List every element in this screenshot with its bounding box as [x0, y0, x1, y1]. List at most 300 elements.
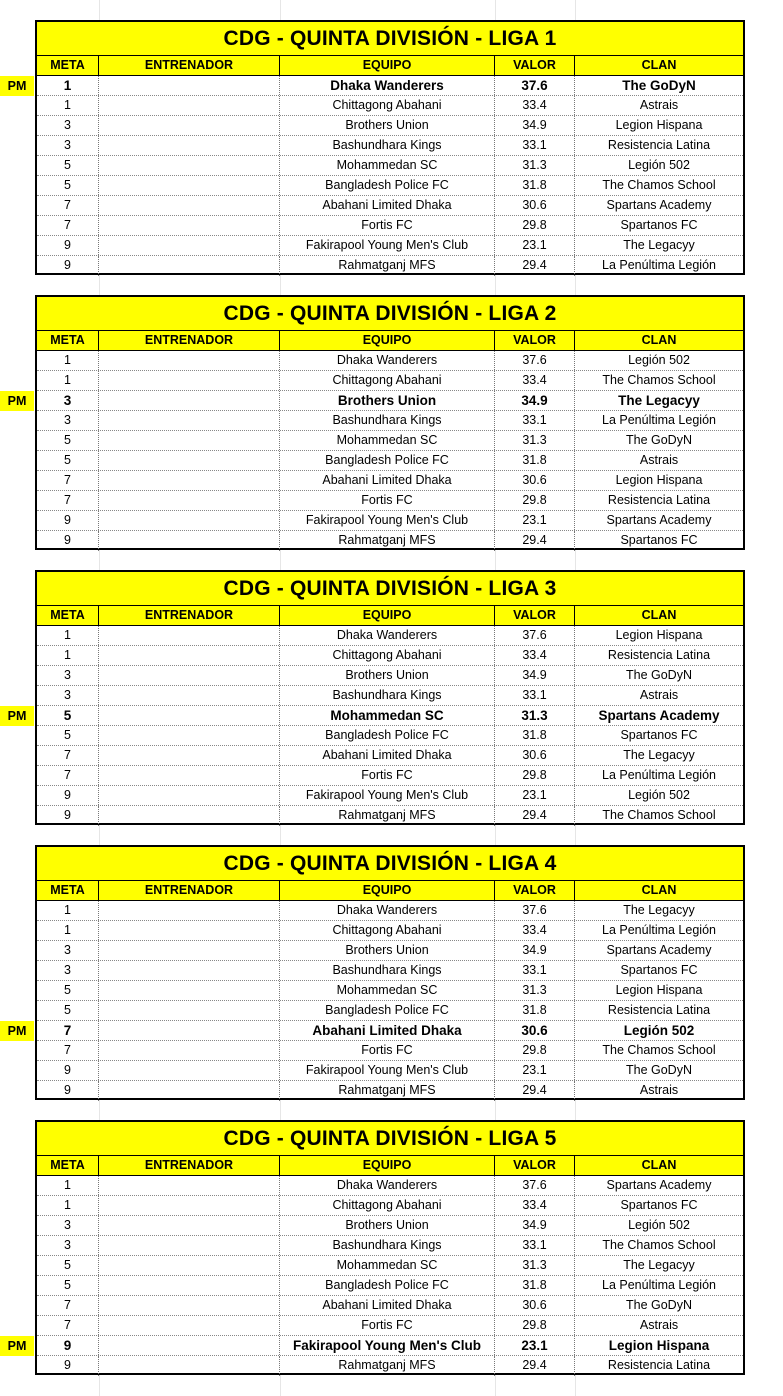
- cell-meta[interactable]: 9: [37, 256, 99, 276]
- cell-team[interactable]: Chittagong Abahani: [280, 96, 495, 115]
- cell-clan[interactable]: Resistencia Latina: [607, 648, 711, 662]
- cell-coach[interactable]: [99, 391, 280, 410]
- cell-meta[interactable]: 5: [37, 156, 99, 175]
- cell-coach[interactable]: [99, 961, 280, 980]
- cell-coach[interactable]: [99, 1021, 280, 1040]
- cell-value[interactable]: 33.4: [495, 921, 575, 940]
- cell-clan[interactable]: Spartans Academy: [598, 708, 720, 723]
- cell-clan[interactable]: La Penúltima Legión: [602, 413, 716, 427]
- cell-team[interactable]: Fakirapool Young Men's Club: [280, 1336, 495, 1355]
- cell-coach[interactable]: [99, 1356, 280, 1376]
- cell-team[interactable]: Dhaka Wanderers: [280, 76, 495, 95]
- cell-meta[interactable]: 5: [37, 726, 99, 745]
- cell-value[interactable]: 31.8: [495, 451, 575, 470]
- cell-value[interactable]: 23.1: [495, 786, 575, 805]
- column-header-value: VALOR: [495, 331, 575, 350]
- cell-value[interactable]: 37.6: [495, 351, 575, 370]
- cell-coach[interactable]: [99, 1256, 280, 1275]
- cell-value[interactable]: 37.6: [495, 901, 575, 920]
- cell-team[interactable]: Abahani Limited Dhaka: [280, 196, 495, 215]
- cell-clan[interactable]: Spartans Academy: [606, 513, 712, 527]
- cell-clan[interactable]: Legión 502: [623, 1023, 695, 1038]
- cell-meta[interactable]: 1: [37, 646, 99, 665]
- cell-clan[interactable]: The Chamos School: [602, 373, 716, 387]
- cell-team[interactable]: Rahmatganj MFS: [280, 531, 495, 551]
- cell-team[interactable]: Rahmatganj MFS: [280, 1081, 495, 1101]
- cell-value[interactable]: 31.3: [495, 981, 575, 1000]
- cell-clan[interactable]: Spartans Academy: [606, 943, 712, 957]
- column-header-coach: ENTRENADOR: [99, 606, 280, 625]
- cell-coach[interactable]: [99, 236, 280, 255]
- cell-clan[interactable]: Spartans Academy: [606, 1178, 712, 1192]
- cell-team[interactable]: Dhaka Wanderers: [280, 901, 495, 920]
- cell-meta[interactable]: 7: [37, 491, 99, 510]
- cell-coach[interactable]: [99, 921, 280, 940]
- cell-value[interactable]: 30.6: [495, 471, 575, 490]
- league-title: CDG - QUINTA DIVISIÓN - LIGA 3: [37, 572, 743, 606]
- cell-clan[interactable]: Spartanos FC: [620, 963, 698, 977]
- table-row: [37, 136, 743, 156]
- cell-coach[interactable]: [99, 256, 280, 276]
- cell-team[interactable]: Mohammedan SC: [280, 1256, 495, 1275]
- league-title: CDG - QUINTA DIVISIÓN - LIGA 4: [37, 847, 743, 881]
- cell-team[interactable]: Dhaka Wanderers: [280, 626, 495, 645]
- cell-value[interactable]: 33.4: [495, 646, 575, 665]
- cell-value[interactable]: 29.4: [495, 1356, 575, 1376]
- cell-team[interactable]: Brothers Union: [280, 391, 495, 410]
- cell-meta[interactable]: 5: [37, 706, 99, 725]
- league-table: [35, 1120, 745, 1375]
- cell-meta[interactable]: 9: [37, 1061, 99, 1080]
- cell-coach[interactable]: [99, 176, 280, 195]
- cell-clan[interactable]: Legion Hispana: [608, 1338, 710, 1353]
- cell-value[interactable]: 33.1: [495, 136, 575, 155]
- cell-value[interactable]: 29.8: [495, 491, 575, 510]
- cell-value[interactable]: 31.3: [495, 156, 575, 175]
- table-row: [37, 981, 743, 1001]
- cell-team[interactable]: Fakirapool Young Men's Club: [280, 786, 495, 805]
- cell-value[interactable]: 23.1: [495, 1061, 575, 1080]
- cell-team[interactable]: Bashundhara Kings: [280, 136, 495, 155]
- cell-clan[interactable]: Legion Hispana: [615, 118, 703, 132]
- cell-value[interactable]: 34.9: [495, 116, 575, 135]
- cell-meta[interactable]: 7: [37, 766, 99, 785]
- column-header-coach: ENTRENADOR: [99, 881, 280, 900]
- cell-team[interactable]: Bashundhara Kings: [280, 411, 495, 430]
- cell-value[interactable]: 33.1: [495, 686, 575, 705]
- cell-coach[interactable]: [99, 156, 280, 175]
- cell-meta[interactable]: 7: [37, 1041, 99, 1060]
- cell-value[interactable]: 31.8: [495, 1001, 575, 1020]
- cell-meta[interactable]: 3: [37, 136, 99, 155]
- table-row: [37, 491, 743, 511]
- cell-meta[interactable]: 7: [37, 1296, 99, 1315]
- cell-team[interactable]: Bangladesh Police FC: [280, 726, 495, 745]
- cell-meta[interactable]: 3: [37, 391, 99, 410]
- cell-clan[interactable]: The Chamos School: [602, 808, 716, 822]
- table-row: [37, 1196, 743, 1216]
- cell-value[interactable]: 37.6: [495, 76, 575, 95]
- table-row: [37, 1276, 743, 1296]
- cell-team[interactable]: Abahani Limited Dhaka: [280, 1296, 495, 1315]
- cell-team[interactable]: Mohammedan SC: [280, 981, 495, 1000]
- cell-clan[interactable]: The GoDyN: [626, 433, 692, 447]
- cell-coach[interactable]: [99, 1176, 280, 1195]
- cell-meta[interactable]: 1: [37, 96, 99, 115]
- cell-coach[interactable]: [99, 706, 280, 725]
- cell-clan[interactable]: Spartanos FC: [620, 728, 698, 742]
- cell-team[interactable]: Fortis FC: [280, 216, 495, 235]
- cell-coach[interactable]: [99, 431, 280, 450]
- cell-value[interactable]: 29.8: [495, 216, 575, 235]
- cell-meta[interactable]: 1: [37, 1196, 99, 1215]
- cell-value[interactable]: 29.8: [495, 1041, 575, 1060]
- cell-value[interactable]: 33.1: [495, 411, 575, 430]
- cell-value[interactable]: 31.3: [495, 706, 575, 725]
- cell-meta[interactable]: 3: [37, 666, 99, 685]
- cell-team[interactable]: Fakirapool Young Men's Club: [280, 511, 495, 530]
- cell-meta[interactable]: 5: [37, 176, 99, 195]
- cell-team[interactable]: Abahani Limited Dhaka: [280, 746, 495, 765]
- column-header-value: VALOR: [495, 881, 575, 900]
- cell-value[interactable]: 34.9: [495, 941, 575, 960]
- cell-meta[interactable]: 9: [37, 806, 99, 826]
- pm-marker: PM: [0, 1021, 34, 1041]
- cell-meta[interactable]: 9: [37, 1081, 99, 1101]
- cell-clan[interactable]: Legion Hispana: [615, 473, 703, 487]
- cell-clan[interactable]: Resistencia Latina: [607, 493, 711, 507]
- cell-meta[interactable]: 5: [37, 1001, 99, 1020]
- column-header-coach: ENTRENADOR: [99, 1156, 280, 1175]
- column-header-coach: ENTRENADOR: [99, 331, 280, 350]
- cell-clan[interactable]: Spartanos FC: [620, 1198, 698, 1212]
- cell-coach[interactable]: [99, 491, 280, 510]
- cell-clan[interactable]: The GoDyN: [626, 1063, 692, 1077]
- cell-coach[interactable]: [99, 76, 280, 95]
- cell-team[interactable]: Chittagong Abahani: [280, 921, 495, 940]
- cell-value[interactable]: 33.4: [495, 96, 575, 115]
- cell-value[interactable]: 31.8: [495, 1276, 575, 1295]
- table-row: [37, 1001, 743, 1021]
- table-row: [37, 961, 743, 981]
- pm-marker: PM: [0, 706, 34, 726]
- cell-meta[interactable]: 9: [37, 1336, 99, 1355]
- cell-team[interactable]: Chittagong Abahani: [280, 371, 495, 390]
- cell-meta[interactable]: 3: [37, 941, 99, 960]
- cell-coach[interactable]: [99, 1061, 280, 1080]
- cell-team[interactable]: Fortis FC: [280, 766, 495, 785]
- pm-marker: PM: [0, 1336, 34, 1356]
- cell-value[interactable]: 29.4: [495, 806, 575, 826]
- table-row: [37, 806, 743, 826]
- cell-coach[interactable]: [99, 626, 280, 645]
- cell-clan[interactable]: The Chamos School: [602, 178, 716, 192]
- table-row: [37, 666, 743, 686]
- cell-team[interactable]: Rahmatganj MFS: [280, 256, 495, 276]
- cell-team[interactable]: Fakirapool Young Men's Club: [280, 236, 495, 255]
- table-row: [37, 371, 743, 391]
- cell-team[interactable]: Fortis FC: [280, 1316, 495, 1335]
- cell-coach[interactable]: [99, 96, 280, 115]
- cell-team[interactable]: Abahani Limited Dhaka: [280, 1021, 495, 1040]
- cell-coach[interactable]: [99, 1236, 280, 1255]
- cell-team[interactable]: Fakirapool Young Men's Club: [280, 1061, 495, 1080]
- table-row: [37, 706, 743, 726]
- cell-value[interactable]: 30.6: [495, 1296, 575, 1315]
- cell-meta[interactable]: 1: [37, 76, 99, 95]
- cell-coach[interactable]: [99, 451, 280, 470]
- cell-meta[interactable]: 5: [37, 981, 99, 1000]
- column-header-value: VALOR: [495, 1156, 575, 1175]
- cell-clan[interactable]: Astrais: [639, 688, 679, 702]
- cell-coach[interactable]: [99, 686, 280, 705]
- cell-team[interactable]: Chittagong Abahani: [280, 1196, 495, 1215]
- cell-coach[interactable]: [99, 901, 280, 920]
- cell-coach[interactable]: [99, 471, 280, 490]
- cell-team[interactable]: Brothers Union: [280, 1216, 495, 1235]
- cell-coach[interactable]: [99, 806, 280, 826]
- cell-meta[interactable]: 5: [37, 431, 99, 450]
- league-title: CDG - QUINTA DIVISIÓN - LIGA 5: [37, 1122, 743, 1156]
- cell-meta[interactable]: 1: [37, 1176, 99, 1195]
- cell-coach[interactable]: [99, 371, 280, 390]
- cell-coach[interactable]: [99, 216, 280, 235]
- cell-team[interactable]: Brothers Union: [280, 116, 495, 135]
- cell-clan[interactable]: The GoDyN: [622, 78, 696, 93]
- cell-coach[interactable]: [99, 981, 280, 1000]
- cell-clan[interactable]: Spartanos FC: [620, 218, 698, 232]
- cell-team[interactable]: Bangladesh Police FC: [280, 1001, 495, 1020]
- cell-meta[interactable]: 1: [37, 351, 99, 370]
- cell-clan[interactable]: The Chamos School: [602, 1043, 716, 1057]
- cell-meta[interactable]: 3: [37, 116, 99, 135]
- cell-clan[interactable]: The Legacyy: [618, 393, 700, 408]
- column-header-meta: META: [37, 881, 99, 900]
- cell-clan[interactable]: Legión 502: [628, 158, 690, 172]
- cell-value[interactable]: 30.6: [495, 1021, 575, 1040]
- cell-value[interactable]: 31.8: [495, 726, 575, 745]
- cell-value[interactable]: 34.9: [495, 1216, 575, 1235]
- column-header-team: EQUIPO: [280, 1156, 495, 1175]
- cell-clan[interactable]: Resistencia Latina: [607, 138, 711, 152]
- cell-coach[interactable]: [99, 941, 280, 960]
- cell-team[interactable]: Brothers Union: [280, 666, 495, 685]
- table-row: [37, 726, 743, 746]
- cell-team[interactable]: Bangladesh Police FC: [280, 451, 495, 470]
- cell-team[interactable]: Rahmatganj MFS: [280, 1356, 495, 1376]
- cell-value[interactable]: 29.4: [495, 256, 575, 276]
- table-row: [37, 451, 743, 471]
- table-row: [37, 1176, 743, 1196]
- cell-value[interactable]: 34.9: [495, 391, 575, 410]
- cell-coach[interactable]: [99, 726, 280, 745]
- cell-clan[interactable]: Astrais: [639, 1083, 679, 1097]
- cell-clan[interactable]: Astrais: [639, 98, 679, 112]
- cell-coach[interactable]: [99, 351, 280, 370]
- cell-coach[interactable]: [99, 116, 280, 135]
- cell-value[interactable]: 30.6: [495, 746, 575, 765]
- cell-coach[interactable]: [99, 746, 280, 765]
- cell-coach[interactable]: [99, 1216, 280, 1235]
- cell-clan[interactable]: Legion Hispana: [615, 628, 703, 642]
- cell-team[interactable]: Bashundhara Kings: [280, 961, 495, 980]
- cell-clan[interactable]: The Chamos School: [602, 1238, 716, 1252]
- cell-meta[interactable]: 9: [37, 786, 99, 805]
- cell-team[interactable]: Bangladesh Police FC: [280, 176, 495, 195]
- table-row: [37, 746, 743, 766]
- cell-coach[interactable]: [99, 1316, 280, 1335]
- cell-meta[interactable]: 3: [37, 1236, 99, 1255]
- pm-marker: PM: [0, 391, 34, 411]
- cell-value[interactable]: 31.8: [495, 176, 575, 195]
- cell-value[interactable]: 34.9: [495, 666, 575, 685]
- cell-clan[interactable]: La Penúltima Legión: [602, 768, 716, 782]
- table-row: [37, 1061, 743, 1081]
- cell-coach[interactable]: [99, 1276, 280, 1295]
- cell-meta[interactable]: 3: [37, 411, 99, 430]
- cell-meta[interactable]: 9: [37, 531, 99, 551]
- cell-clan[interactable]: Legion Hispana: [615, 983, 703, 997]
- cell-clan[interactable]: Astrais: [639, 453, 679, 467]
- cell-value[interactable]: 31.3: [495, 431, 575, 450]
- cell-team[interactable]: Mohammedan SC: [280, 706, 495, 725]
- cell-coach[interactable]: [99, 786, 280, 805]
- column-header-value: VALOR: [495, 606, 575, 625]
- cell-clan[interactable]: Astrais: [639, 1318, 679, 1332]
- cell-team[interactable]: Abahani Limited Dhaka: [280, 471, 495, 490]
- cell-coach[interactable]: [99, 1041, 280, 1060]
- cell-clan[interactable]: La Penúltima Legión: [602, 923, 716, 937]
- cell-clan[interactable]: The Legacyy: [623, 1258, 695, 1272]
- table-row: [37, 1041, 743, 1061]
- table-row: [37, 901, 743, 921]
- column-header-team: EQUIPO: [280, 331, 495, 350]
- cell-team[interactable]: Mohammedan SC: [280, 156, 495, 175]
- cell-coach[interactable]: [99, 1296, 280, 1315]
- cell-value[interactable]: 30.6: [495, 196, 575, 215]
- cell-clan[interactable]: The GoDyN: [626, 1298, 692, 1312]
- cell-coach[interactable]: [99, 766, 280, 785]
- cell-value[interactable]: 37.6: [495, 1176, 575, 1195]
- cell-value[interactable]: 29.4: [495, 531, 575, 551]
- table-row: [37, 351, 743, 371]
- cell-meta[interactable]: 7: [37, 746, 99, 765]
- cell-clan[interactable]: The Legacyy: [623, 238, 695, 252]
- column-header-row: [37, 606, 743, 626]
- cell-clan[interactable]: Resistencia Latina: [607, 1358, 711, 1372]
- cell-meta[interactable]: 3: [37, 686, 99, 705]
- cell-clan[interactable]: Legión 502: [628, 353, 690, 367]
- cell-meta[interactable]: 1: [37, 921, 99, 940]
- cell-clan[interactable]: Spartanos FC: [620, 533, 698, 547]
- cell-clan[interactable]: Legión 502: [628, 1218, 690, 1232]
- column-header-clan: CLAN: [641, 333, 677, 347]
- cell-team[interactable]: Bangladesh Police FC: [280, 1276, 495, 1295]
- cell-coach[interactable]: [99, 411, 280, 430]
- table-row: [37, 626, 743, 646]
- cell-coach[interactable]: [99, 1081, 280, 1101]
- cell-clan[interactable]: The Legacyy: [623, 748, 695, 762]
- cell-value[interactable]: 23.1: [495, 236, 575, 255]
- cell-coach[interactable]: [99, 1196, 280, 1215]
- cell-clan[interactable]: La Penúltima Legión: [602, 1278, 716, 1292]
- cell-coach[interactable]: [99, 1336, 280, 1355]
- cell-team[interactable]: Brothers Union: [280, 941, 495, 960]
- cell-meta[interactable]: 1: [37, 901, 99, 920]
- cell-meta[interactable]: 7: [37, 1021, 99, 1040]
- cell-team[interactable]: Chittagong Abahani: [280, 646, 495, 665]
- cell-value[interactable]: 33.1: [495, 1236, 575, 1255]
- cell-coach[interactable]: [99, 196, 280, 215]
- cell-team[interactable]: Rahmatganj MFS: [280, 806, 495, 826]
- cell-meta[interactable]: 7: [37, 471, 99, 490]
- cell-meta[interactable]: 1: [37, 626, 99, 645]
- cell-meta[interactable]: 7: [37, 1316, 99, 1335]
- cell-meta[interactable]: 7: [37, 216, 99, 235]
- league-table: [35, 570, 745, 825]
- cell-coach[interactable]: [99, 646, 280, 665]
- cell-team[interactable]: Mohammedan SC: [280, 431, 495, 450]
- cell-meta[interactable]: 5: [37, 1256, 99, 1275]
- cell-meta[interactable]: 9: [37, 236, 99, 255]
- league-table: [35, 295, 745, 550]
- table-row: [37, 1256, 743, 1276]
- cell-value[interactable]: 23.1: [495, 1336, 575, 1355]
- cell-clan[interactable]: Spartans Academy: [606, 198, 712, 212]
- cell-meta[interactable]: 5: [37, 451, 99, 470]
- column-header-meta: META: [37, 606, 99, 625]
- cell-clan[interactable]: The Legacyy: [623, 903, 695, 917]
- cell-value[interactable]: 33.1: [495, 961, 575, 980]
- cell-coach[interactable]: [99, 531, 280, 551]
- cell-clan[interactable]: Resistencia Latina: [607, 1003, 711, 1017]
- cell-coach[interactable]: [99, 511, 280, 530]
- cell-coach[interactable]: [99, 136, 280, 155]
- cell-team[interactable]: Bashundhara Kings: [280, 1236, 495, 1255]
- cell-meta[interactable]: 9: [37, 1356, 99, 1376]
- cell-meta[interactable]: 3: [37, 1216, 99, 1235]
- cell-team[interactable]: Dhaka Wanderers: [280, 1176, 495, 1195]
- cell-clan[interactable]: La Penúltima Legión: [602, 258, 716, 272]
- table-row: [37, 236, 743, 256]
- cell-team[interactable]: Fortis FC: [280, 491, 495, 510]
- cell-clan[interactable]: Legión 502: [628, 788, 690, 802]
- cell-team[interactable]: Bashundhara Kings: [280, 686, 495, 705]
- cell-value[interactable]: 31.3: [495, 1256, 575, 1275]
- cell-meta[interactable]: 9: [37, 511, 99, 530]
- cell-clan[interactable]: The GoDyN: [626, 668, 692, 682]
- cell-meta[interactable]: 3: [37, 961, 99, 980]
- cell-value[interactable]: 29.8: [495, 1316, 575, 1335]
- cell-value[interactable]: 33.4: [495, 1196, 575, 1215]
- cell-team[interactable]: Dhaka Wanderers: [280, 351, 495, 370]
- cell-meta[interactable]: 1: [37, 371, 99, 390]
- table-row: [37, 256, 743, 276]
- cell-coach[interactable]: [99, 1001, 280, 1020]
- cell-meta[interactable]: 7: [37, 196, 99, 215]
- table-row: [37, 921, 743, 941]
- cell-coach[interactable]: [99, 666, 280, 685]
- table-row: [37, 216, 743, 236]
- cell-value[interactable]: 37.6: [495, 626, 575, 645]
- cell-value[interactable]: 23.1: [495, 511, 575, 530]
- cell-team[interactable]: Fortis FC: [280, 1041, 495, 1060]
- table-row: [37, 1316, 743, 1336]
- cell-value[interactable]: 29.4: [495, 1081, 575, 1101]
- cell-value[interactable]: 29.8: [495, 766, 575, 785]
- cell-value[interactable]: 33.4: [495, 371, 575, 390]
- cell-meta[interactable]: 5: [37, 1276, 99, 1295]
